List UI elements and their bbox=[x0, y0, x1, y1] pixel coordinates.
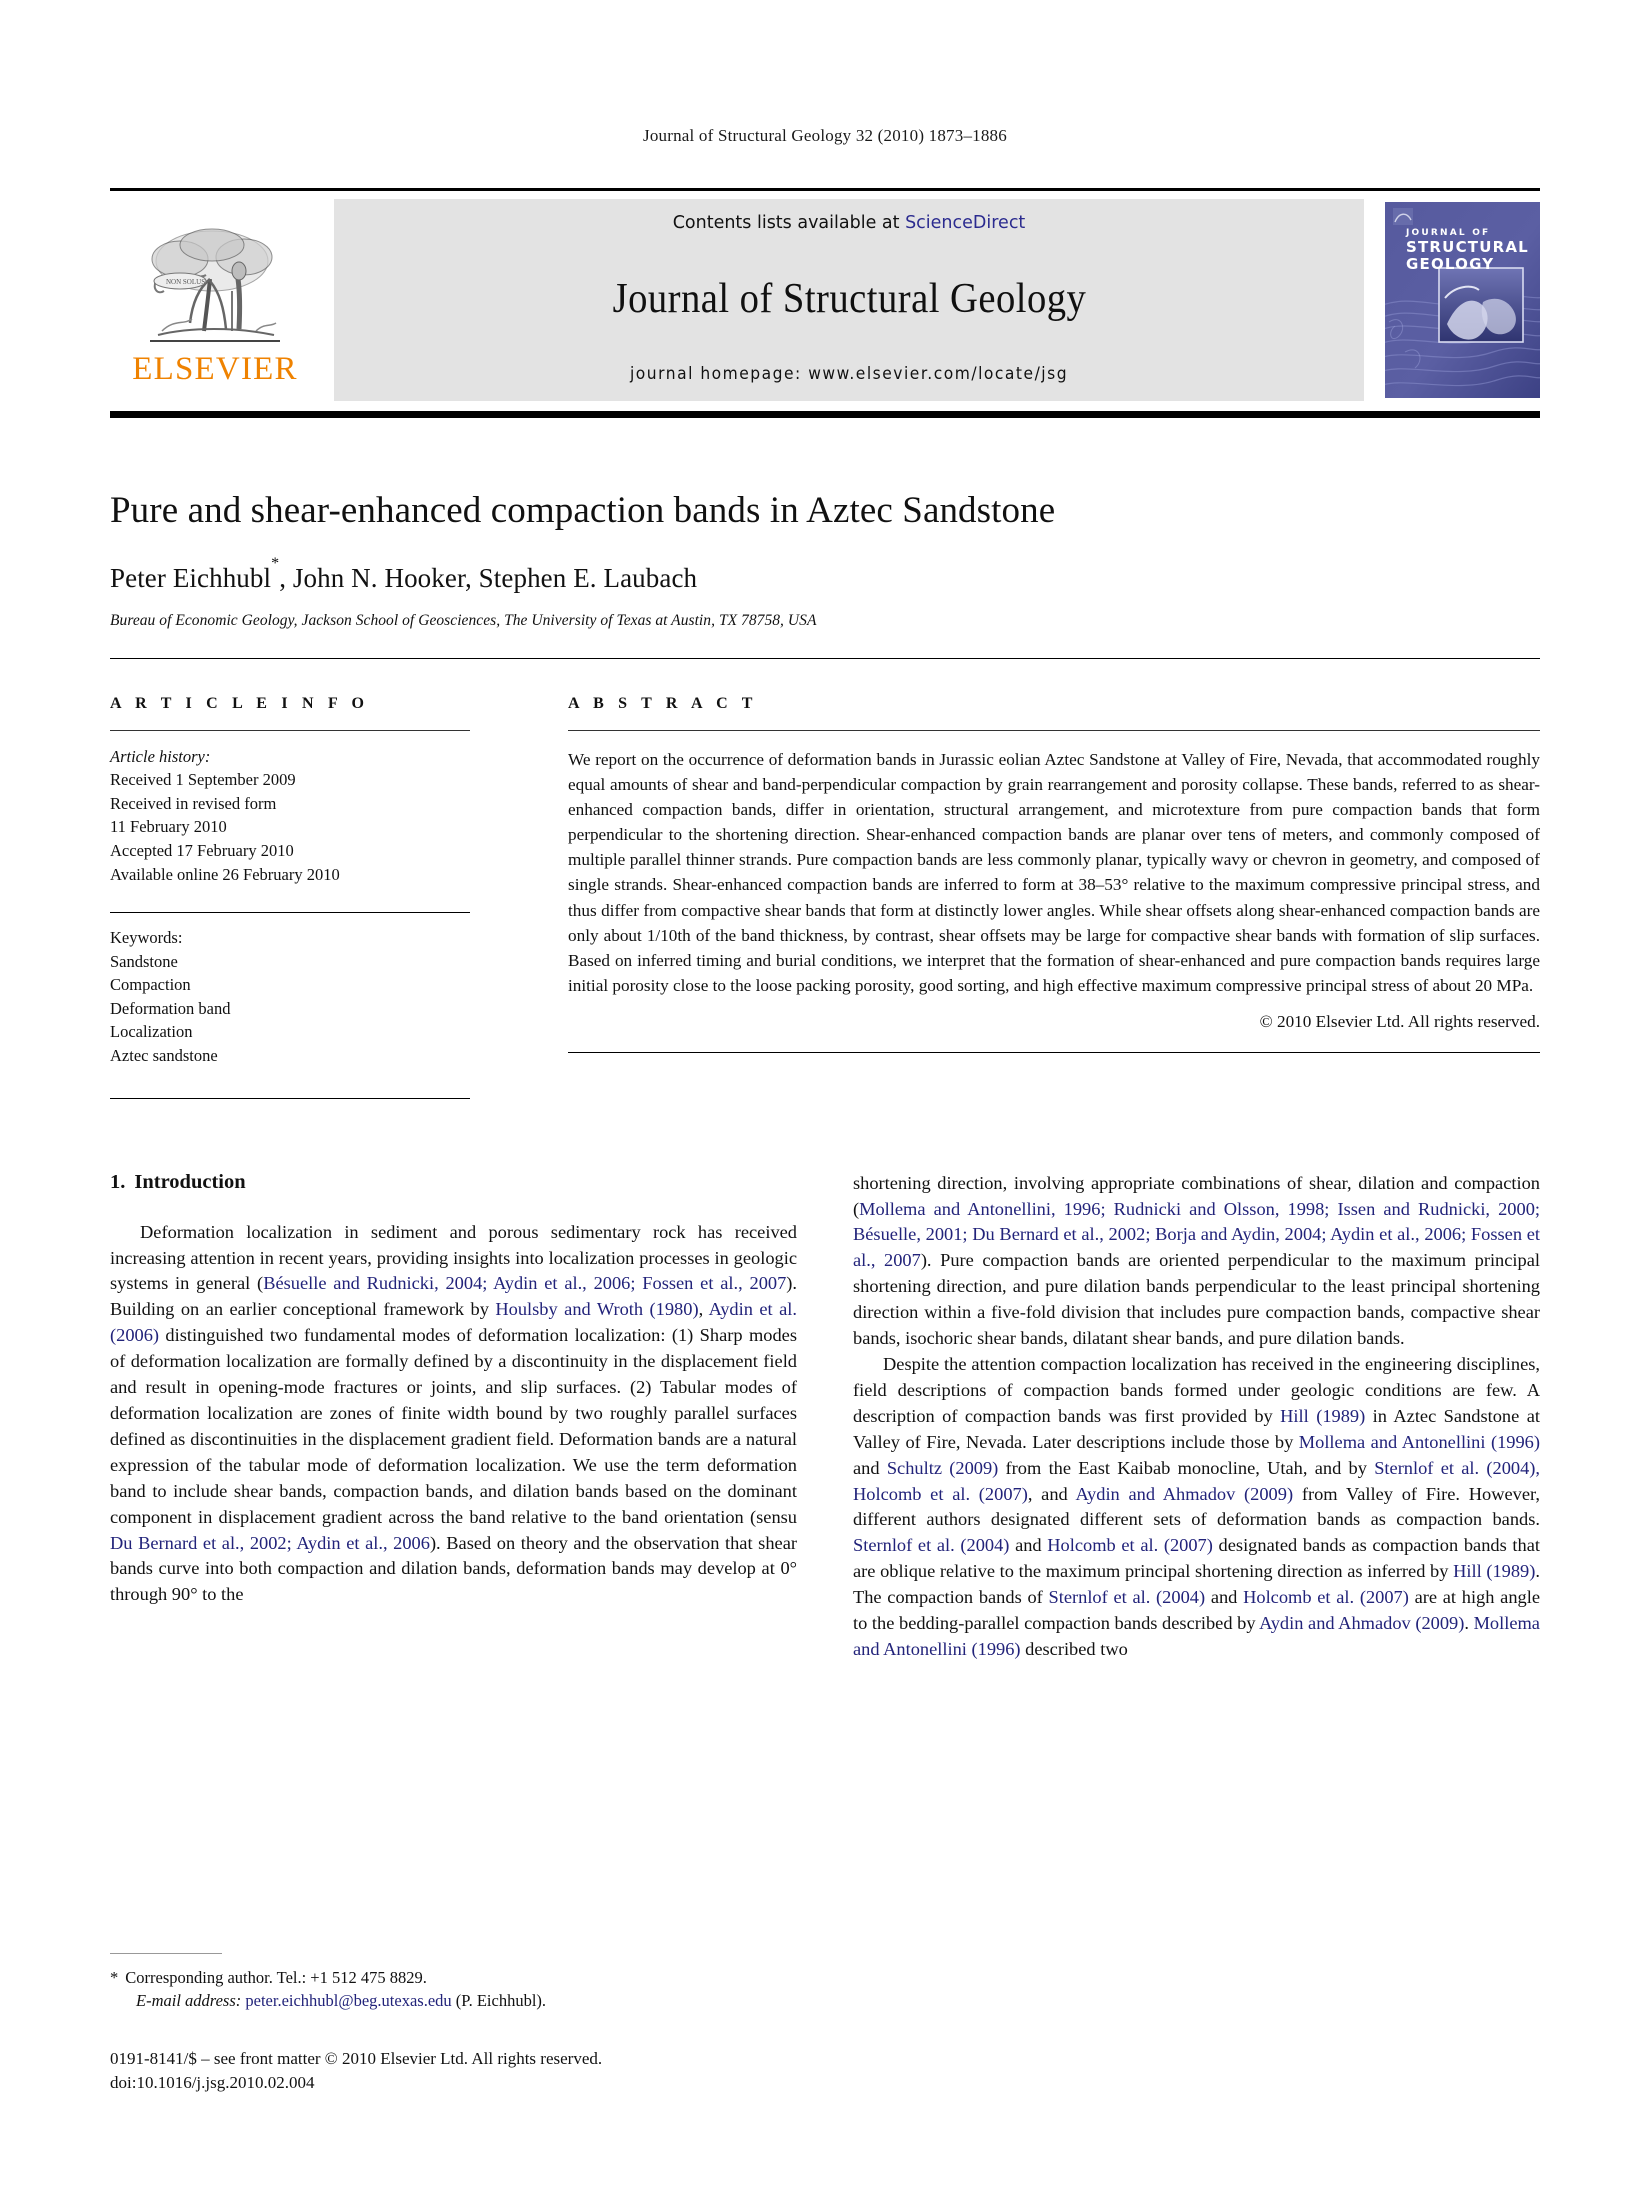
cover-image bbox=[1385, 202, 1540, 398]
email-note bbox=[110, 1989, 800, 2012]
section-title: Introduction bbox=[134, 1170, 246, 1193]
section-heading-introduction bbox=[110, 1171, 797, 1194]
keyword-item: Compaction bbox=[110, 975, 191, 995]
authors-rest: , John N. Hooker, Stephen E. Laubach bbox=[279, 562, 698, 593]
citation-link[interactable]: Aydin et al. (2006) bbox=[110, 1299, 797, 1346]
article-history-block bbox=[110, 745, 470, 887]
citation-link[interactable]: Sternlof et al. (2004) bbox=[853, 1535, 1010, 1556]
paragraph-intro-right-2: Despite the attention compaction localization has received in the engineering disciplines, field descriptions of compaction bands formed under geologic conditions are few. A description of compaction bands was first provided by Hill (1989) in Aztec Sandstone at Valley of Fire, Nevada. Later descriptions include those by Mollema and Antonellini (1996) and Schultz (2009) from the East Kaibab monocline, Utah, and by Sternlof et al. (2004), Holcomb et al. (2007), and Aydin and Ahmadov (2009) from Valley of Fire. However, different authors designated different sets of deformation bands as compaction bands. Sternlof et al. (2004) and Holcomb et al. (2007) designated bands as compaction bands that are oblique relative to the maximum principal shortening direction as inferred by Hill (1989). The compaction bands of Sternlof et al. (2004) and Holcomb et al. (2007) are at high angle to the bedding-parallel compaction bands described by Aydin and Ahmadov (2009). Mollema and Antonellini (1996) described two bbox=[853, 1354, 1541, 1659]
citation-link[interactable]: Bésuelle and Rudnicki, 2004; Aydin et al., 2006; Fossen et al., 2007 bbox=[263, 1273, 787, 1294]
keyword-item: Localization bbox=[110, 1022, 193, 1042]
author-list bbox=[110, 554, 1540, 594]
body-columns bbox=[110, 1171, 1540, 1663]
footnote-block bbox=[110, 1953, 800, 2096]
history-item: Accepted 17 February 2010 bbox=[110, 840, 294, 860]
elsevier-wordmark: ELSEVIER bbox=[132, 350, 298, 387]
article-history-label: Article history: bbox=[110, 746, 211, 766]
paragraph-intro-left: Deformation localization in sediment and porous sedimentary rock has received increasing attention in recent years, providing insights into localization processes in geologic systems in general (Bésuelle and Rudnicki, 2004; Aydin et al., 2006; Fossen et al., 2007). Building on an earlier conceptional framework by Houlsby and Wroth (1980), Aydin et al. (2006) distinguished two fundamental modes of deformation localization: (1) Sharp modes of deformation localization are formally defined by a discontinuity in the displacement field and result in opening-mode fractures or joints, and slip surfaces. (2) Tabular modes of deformation localization are zones of finite width bound by two roughly parallel surfaces defined as discontinuities in the displacement gradient field. Deformation bands are a natural expression of the tabular mode of deformation localization. We use the term deformation band to include shear bands, compaction bands, and dilation bands based on the dominant component in displacement gradient across the band relative to the band orientation (sensu Du Bernard et al., 2002; Aydin et al., 2006). Based on theory and the observation that shear bands curve into both compaction and dilation bands, deformation bands may develop at 0° through 90° to the bbox=[110, 1221, 798, 1605]
contents-prefix: Contents lists available at bbox=[672, 213, 906, 233]
history-item: Available online 26 February 2010 bbox=[110, 864, 340, 884]
cover-line1-text: JOURNAL OF bbox=[1406, 228, 1491, 238]
abstract-bottom-rule bbox=[568, 1052, 1540, 1053]
history-item: 11 February 2010 bbox=[110, 817, 227, 837]
sciencedirect-link[interactable]: ScienceDirect bbox=[905, 213, 1026, 233]
keywords-label: Keywords: bbox=[110, 928, 183, 948]
citation-link[interactable]: Hill (1989) bbox=[1453, 1561, 1536, 1582]
paragraph-intro-right-1: shortening direction, involving appropriate combinations of shear, dilation and compaction (Mollema and Antonellini, 1996; Rudnicki and Olsson, 1998; Issen and Rudnicki, 2000; Bésuelle, 2001; Du Bernard et al., 2002; Borja and Aydin, 2004; Aydin et al., 2006; Fossen et al., 2007). Pure compaction bands are oriented perpendicular to the maximum principal shortening direction, and pure dilation bands perpendicular to the least principal shortening direction within a five-fold division that includes pure compaction bands, compactive shear bands, isochoric shear bands, dilatant shear bands, and pure dilation bands. bbox=[853, 1172, 1540, 1349]
svg-text:NON SOLUS: NON SOLUS bbox=[166, 277, 206, 286]
corresponding-author-text: Corresponding author. Tel.: +1 512 475 8829. bbox=[125, 1967, 427, 1987]
email-link[interactable]: peter.eichhubl@beg.utexas.edu bbox=[245, 1991, 452, 2011]
citation-link[interactable]: Mollema and Antonellini (1996) bbox=[1298, 1431, 1540, 1452]
citation-link[interactable]: Sternlof et al. (2004), Holcomb et al. (2007) bbox=[853, 1457, 1541, 1504]
citation-link[interactable]: Du Bernard et al., 2002; Aydin et al., 2006 bbox=[110, 1532, 430, 1553]
keywords-divider-rule bbox=[110, 912, 470, 913]
citation-link[interactable]: Holcomb et al. (2007) bbox=[1047, 1535, 1213, 1556]
footnote-star: * bbox=[110, 1967, 119, 1987]
masthead-bottom-rule bbox=[110, 411, 1540, 418]
journal-homepage-link[interactable]: journal homepage: www.elsevier.com/locate/jsg bbox=[629, 364, 1069, 383]
abstract-text: We report on the occurrence of deformation bands in Jurassic eolian Aztec Sandstone at Valley of Fire, Nevada, that accommodated roughly equal amounts of shear and band-perpendicular compaction by grain rearrangement and porosity collapse. These bands, referred to as shear-enhanced compaction bands, differ in orientation, structural arrangement, and microtexture from pure compaction bands that form perpendicular to the shortening direction. Shear-enhanced compaction bands are planar over tens of meters, and commonly composed of multiple parallel thinner strands. Pure compaction bands are less commonly planar, typically wavy or chevron in geometry, and composed of single strands. Shear-enhanced compaction bands are inferred to form at 38–53° relative to the maximum compressive principal stress, and thus differ from compactive shear bands that form at distinctly lower angles. While shear offsets along shear-enhanced compaction bands are only about 1/10th of the band thickness, by contrast, shear offsets may be large for compactive shear bands with formation of slip surfaces. Based on inferred timing and burial conditions, we interpret that the formation of shear-enhanced and pure compaction bands requires large initial porosity close to the loose packing porosity, good sorting, and high effective maximum compressive principal stress of about 20 MPa. bbox=[568, 749, 1540, 996]
running-head: Journal of Structural Geology 32 (2010) 1873–1886 bbox=[643, 126, 1007, 145]
info-bottom-rules bbox=[110, 1098, 1540, 1099]
journal-cover-thumbnail bbox=[1380, 191, 1540, 409]
imprint-line-1: 0191-8141/$ – see front matter © 2010 Elsevier Ltd. All rights reserved. bbox=[110, 2048, 603, 2068]
footnote-rule bbox=[110, 1953, 222, 1954]
citation-link[interactable]: Schultz (2009) bbox=[886, 1457, 999, 1478]
cover-line2-text: STRUCTURAL bbox=[1406, 238, 1529, 256]
body-column-left bbox=[110, 1171, 797, 1663]
abstract-rule bbox=[568, 730, 1540, 731]
title-block bbox=[110, 490, 1540, 630]
history-item: Received 1 September 2009 bbox=[110, 770, 296, 790]
citation-link[interactable]: Sternlof et al. (2004) bbox=[1048, 1587, 1206, 1608]
keyword-item: Sandstone bbox=[110, 951, 178, 971]
masthead-banner bbox=[334, 199, 1364, 401]
email-label: E-mail address: bbox=[136, 1991, 242, 2011]
imprint-line-2: doi:10.1016/j.jsg.2010.02.004 bbox=[110, 2073, 315, 2093]
contents-available-line bbox=[673, 213, 1026, 233]
article-info-rule bbox=[110, 730, 470, 731]
section-number: 1. bbox=[110, 1170, 126, 1193]
abstract-copyright: © 2010 Elsevier Ltd. All rights reserved. bbox=[1259, 1012, 1540, 1032]
info-bottom-rule-left bbox=[110, 1098, 530, 1099]
citation-link[interactable]: Holcomb et al. (2007) bbox=[1243, 1587, 1409, 1608]
corresponding-author-note bbox=[110, 1966, 800, 1989]
title-bottom-rule bbox=[110, 658, 1540, 659]
abstract-label: A B S T R A C T bbox=[568, 694, 758, 712]
page-title: Pure and shear-enhanced compaction bands in Aztec Sandstone bbox=[110, 490, 1056, 531]
keyword-item: Aztec sandstone bbox=[110, 1046, 218, 1066]
body-column-right bbox=[853, 1171, 1540, 1663]
citation-link[interactable]: Mollema and Antonellini, 1996; Rudnicki and Olsson, 1998; Issen and Rudnicki, 2000; Bésuelle, 2001; Du Bernard et al., 2002; Borja and Aydin, 2004; Aydin et al., 2006; Fossen et al., 2007 bbox=[853, 1198, 1540, 1271]
article-info-label: A R T I C L E I N F O bbox=[110, 694, 370, 712]
keyword-item: Deformation band bbox=[110, 998, 231, 1018]
elsevier-tree-icon bbox=[140, 219, 290, 351]
journal-masthead bbox=[110, 188, 1540, 409]
author-first: Peter Eichhubl bbox=[110, 562, 272, 593]
journal-title: Journal of Structural Geology bbox=[612, 275, 1086, 322]
email-suffix: (P. Eichhubl). bbox=[455, 1991, 547, 2011]
citation-link[interactable]: Mollema and Antonellini (1996) bbox=[853, 1613, 1540, 1659]
info-bottom-rule-right-spacer bbox=[530, 1098, 1540, 1099]
citation-link[interactable]: Aydin and Ahmadov (2009) bbox=[1259, 1613, 1465, 1634]
info-abstract-row bbox=[110, 695, 1540, 1068]
history-item: Received in revised form bbox=[110, 793, 277, 813]
abstract-column bbox=[530, 695, 1540, 1068]
imprint-block bbox=[110, 2047, 800, 2096]
cover-artwork bbox=[1385, 202, 1540, 398]
affiliation: Bureau of Economic Geology, Jackson School of Geosciences, The University of Texas at Austin, TX 78758, USA bbox=[110, 611, 817, 629]
citation-link[interactable]: Houlsby and Wroth (1980) bbox=[495, 1299, 699, 1320]
citation-link[interactable]: Hill (1989) bbox=[1280, 1405, 1366, 1426]
publisher-logo bbox=[110, 191, 320, 409]
keywords-block bbox=[110, 926, 470, 1068]
article-info-column bbox=[110, 695, 530, 1068]
citation-link[interactable]: Aydin and Ahmadov (2009) bbox=[1075, 1483, 1294, 1504]
cover-line3-text: GEOLOGY bbox=[1406, 255, 1495, 273]
corresponding-author-marker: * bbox=[271, 554, 280, 572]
